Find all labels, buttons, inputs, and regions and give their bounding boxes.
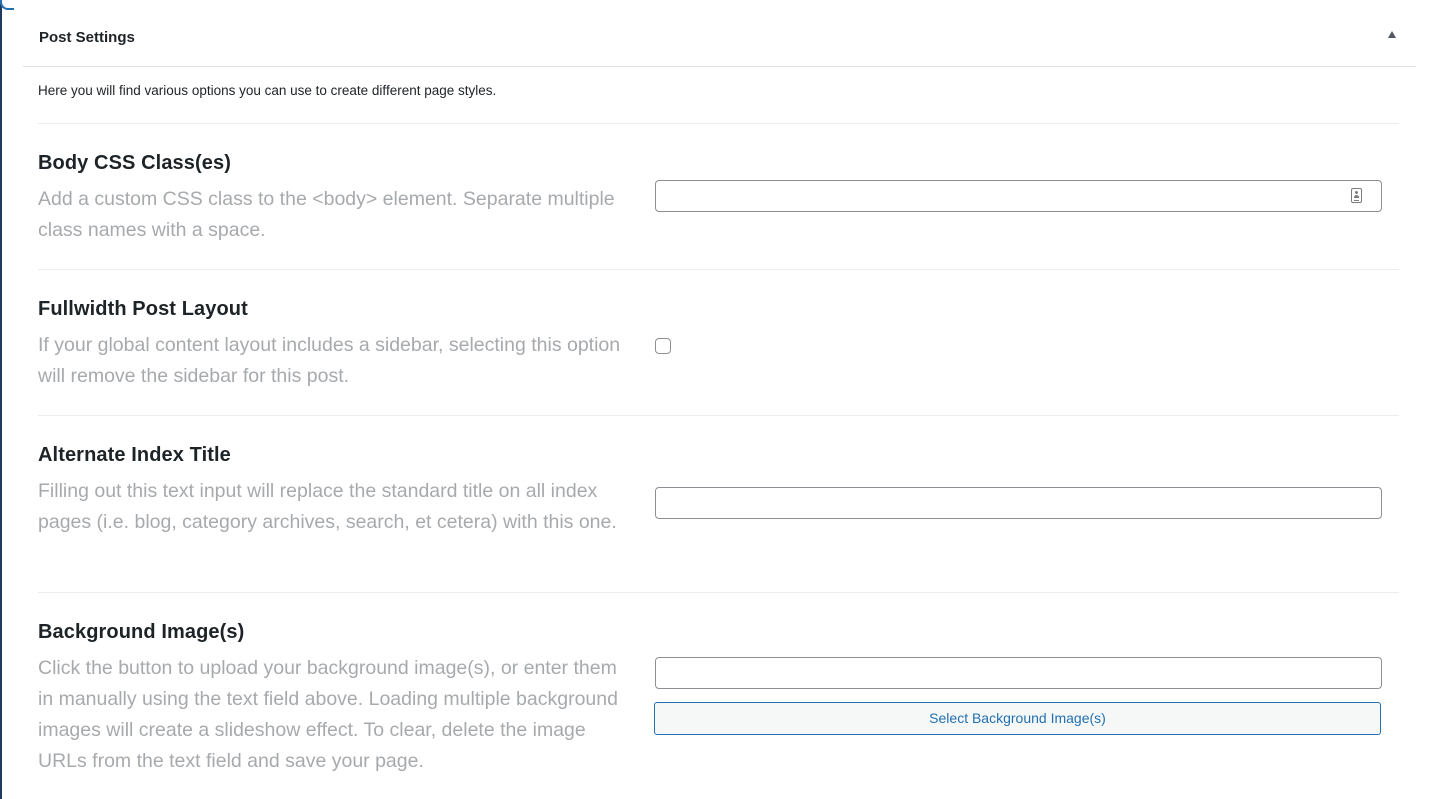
metabox-header[interactable]: [23, 0, 1416, 67]
setting-description-background-images: Click the button to upload your background image(s), or enter them in manually using the text field above. Loading multiple background images will create a slideshow effect. To clear, delete the image URLs from the text field and save your page.: [38, 657, 618, 772]
divider: [38, 592, 1399, 593]
setting-description-body-css-classes: Add a custom CSS class to the <body> element. Separate multiple class names with a space.: [38, 188, 615, 241]
admin-left-border: [0, 0, 2, 799]
metabox-title: Post Settings: [39, 29, 135, 46]
contact-card-icon[interactable]: [1351, 188, 1362, 203]
admin-left-border-corner: [0, 0, 14, 10]
setting-title-body-css-classes: Body CSS Class(es): [38, 152, 231, 174]
setting-title-fullwidth-post-layout: Fullwidth Post Layout: [38, 298, 248, 320]
fullwidth-post-layout-checkbox[interactable]: [655, 338, 671, 354]
divider: [38, 123, 1399, 124]
setting-title-alternate-index-title: Alternate Index Title: [38, 444, 231, 466]
post-settings-metabox: [23, 0, 1416, 799]
divider: [38, 415, 1399, 416]
setting-description-alternate-index-title: Filling out this text input will replace the standard title on all index pages (i.e. blog, category archives, search, et cetera) with this one.: [38, 480, 617, 533]
select-background-images-button[interactable]: Select Background Image(s): [654, 702, 1381, 735]
metabox-intro-text: Here you will find various options you can use to create different page styles.: [38, 83, 497, 98]
collapse-arrow-icon[interactable]: [1388, 31, 1396, 38]
alternate-index-title-input[interactable]: [655, 487, 1382, 519]
setting-title-background-images: Background Image(s): [38, 621, 245, 643]
setting-description-fullwidth-post-layout: If your global content layout includes a sidebar, selecting this option will remove the sidebar for this post.: [38, 334, 621, 387]
background-images-input[interactable]: [655, 657, 1382, 689]
divider: [38, 269, 1399, 270]
body-css-classes-input[interactable]: [655, 180, 1382, 212]
